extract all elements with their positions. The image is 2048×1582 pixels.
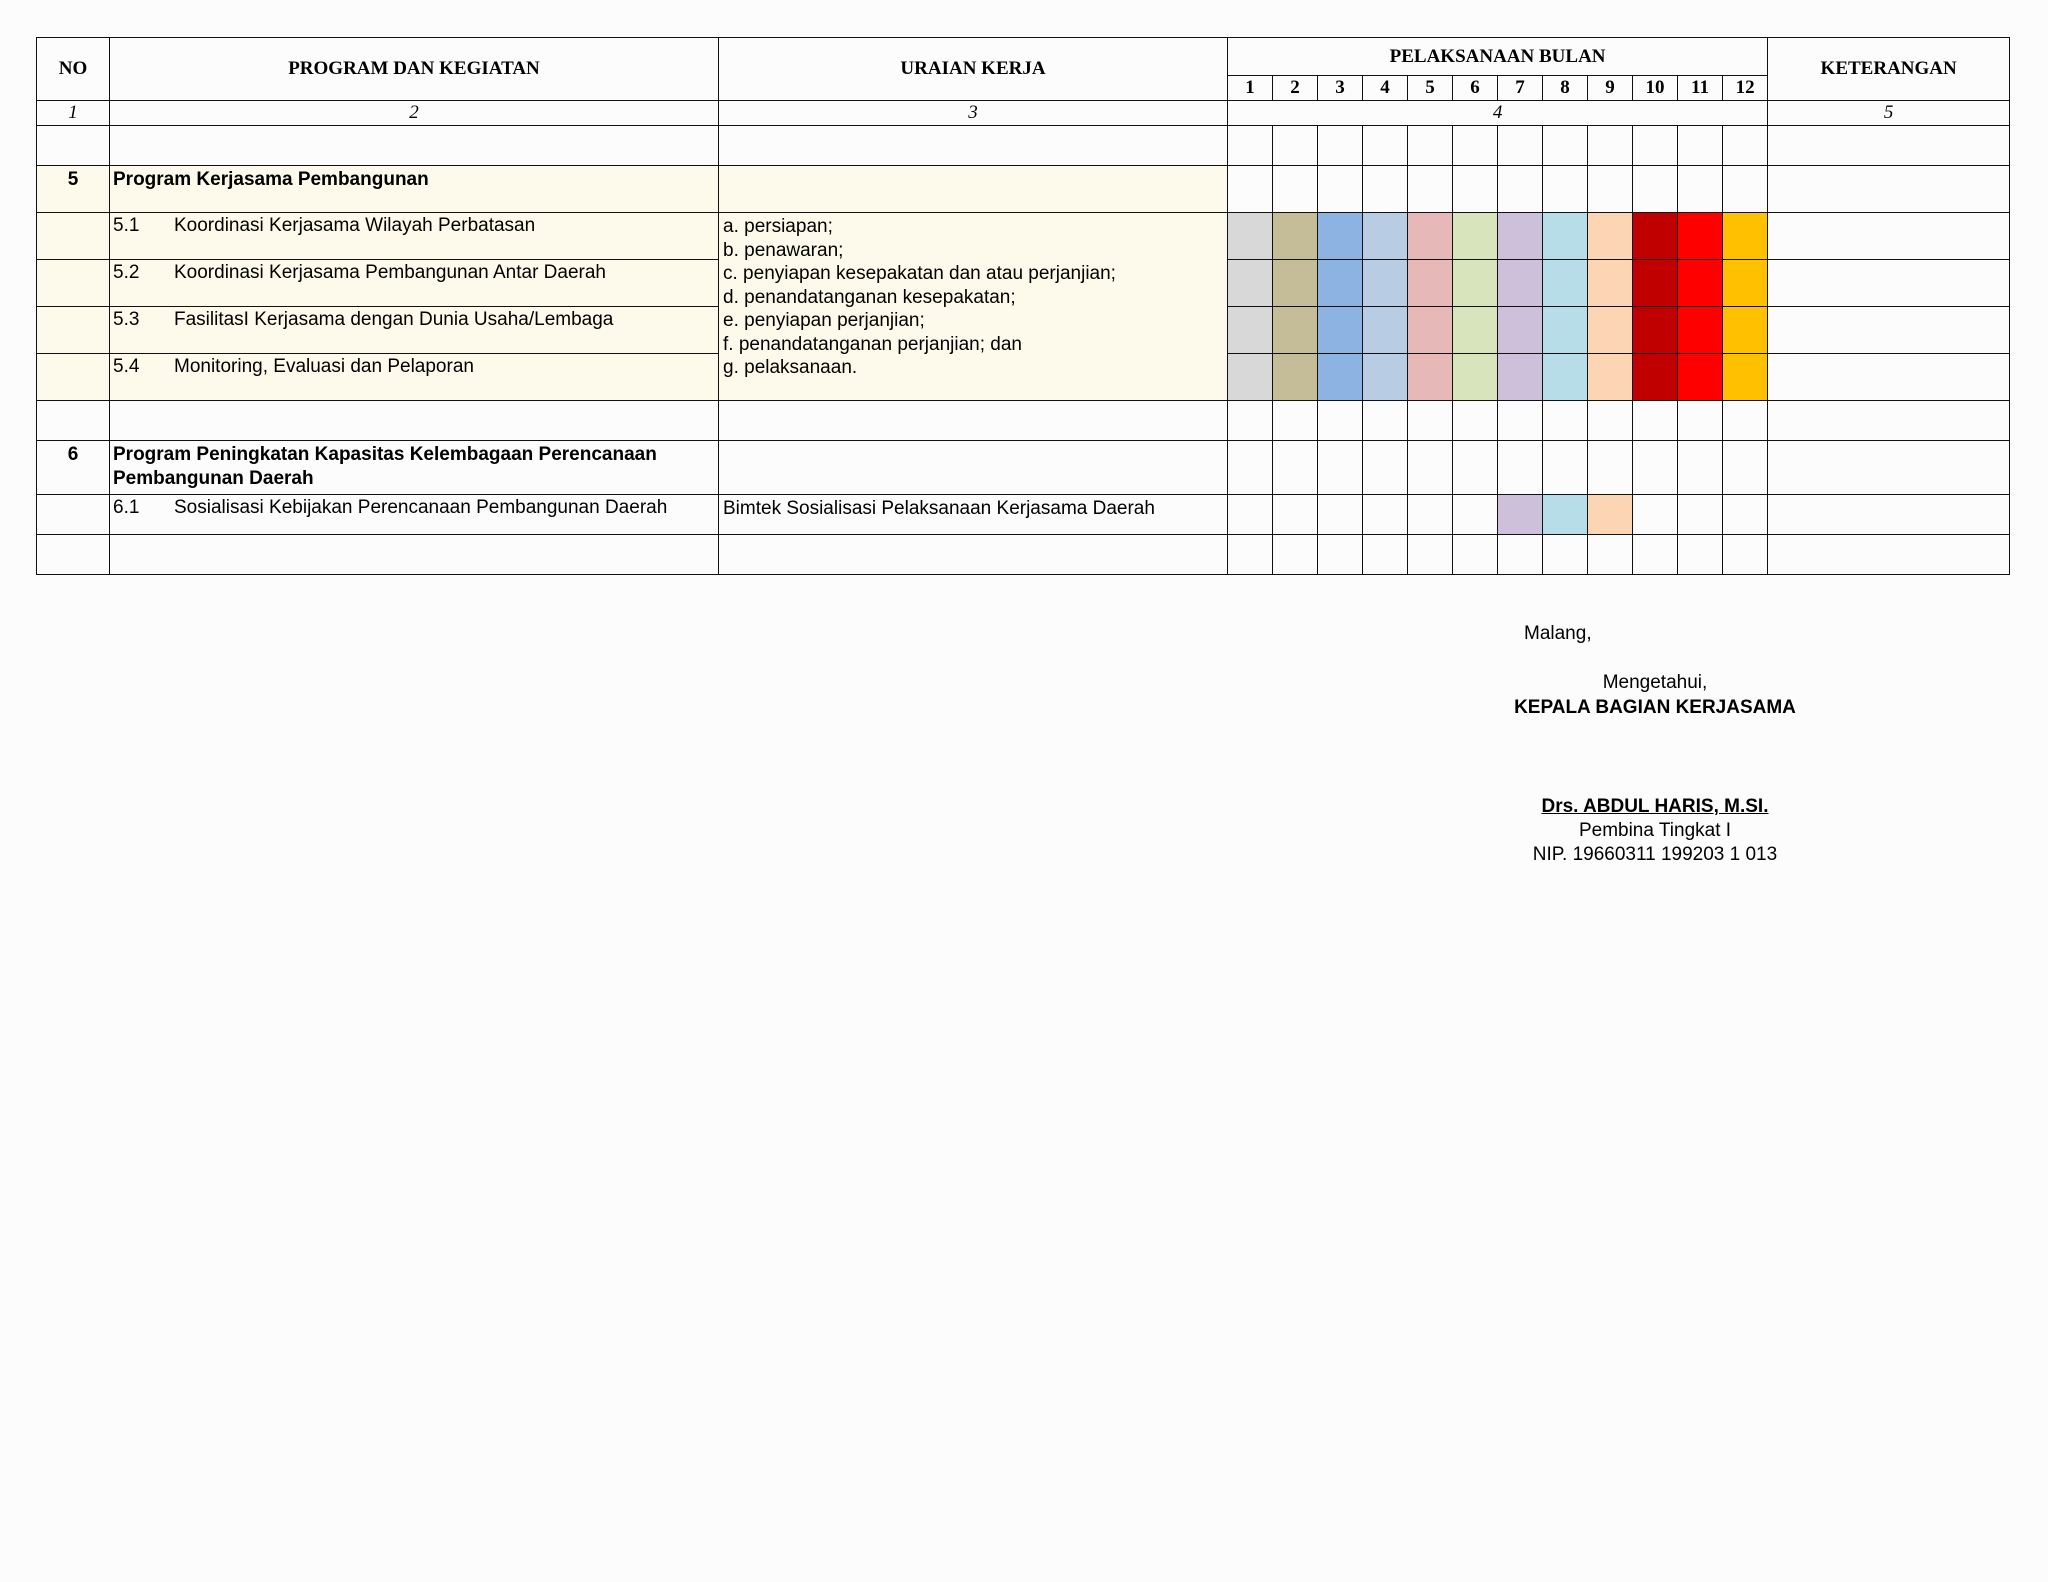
month-cell-6 xyxy=(1453,354,1498,401)
month-cell-1 xyxy=(1228,354,1273,401)
header-month-12: 12 xyxy=(1723,76,1768,101)
month-cell-2 xyxy=(1273,213,1318,260)
month-cell-1 xyxy=(1228,441,1273,495)
month-cell-5 xyxy=(1408,166,1453,213)
signature-name: Drs. ABDUL HARIS, M.SI. xyxy=(1541,796,1769,817)
month-cell-4 xyxy=(1363,354,1408,401)
month-cell-11 xyxy=(1678,260,1723,307)
month-cell-10 xyxy=(1633,401,1678,441)
program-cell xyxy=(110,401,719,441)
month-cell-6 xyxy=(1453,535,1498,575)
month-cell-9 xyxy=(1588,401,1633,441)
keterangan-cell xyxy=(1768,307,2010,354)
month-cell-4 xyxy=(1363,441,1408,495)
signature-position: KEPALA BAGIAN KERJASAMA xyxy=(1514,697,1796,718)
month-cell-11 xyxy=(1678,535,1723,575)
section-6-title-line-1: Program Peningkatan Kapasitas Kelembagaan Perencanaan xyxy=(113,444,657,465)
month-cell-1 xyxy=(1228,307,1273,354)
month-cell-8 xyxy=(1543,401,1588,441)
uraian-line: g. pelaksanaan. xyxy=(723,357,858,378)
month-cell-3 xyxy=(1318,260,1363,307)
no-cell xyxy=(37,126,110,166)
activity-number: 5.4 xyxy=(113,356,140,377)
uraian-cell xyxy=(719,401,1228,441)
month-cell-8 xyxy=(1543,307,1588,354)
month-cell-1 xyxy=(1228,213,1273,260)
month-cell-6 xyxy=(1453,495,1498,535)
index-col-5: 5 xyxy=(1768,101,2010,126)
activity-number: 5.2 xyxy=(113,262,140,283)
month-cell-8 xyxy=(1543,535,1588,575)
signature-mengetahui: Mengetahui, xyxy=(1602,672,1708,693)
month-cell-5 xyxy=(1408,441,1453,495)
section-6-title xyxy=(110,441,719,495)
month-cell-10 xyxy=(1633,441,1678,495)
month-cell-9 xyxy=(1588,535,1633,575)
month-cell-4 xyxy=(1363,213,1408,260)
month-cell-12 xyxy=(1723,495,1768,535)
header-keterangan: KETERANGAN xyxy=(1768,38,2010,101)
index-col-1: 1 xyxy=(37,101,110,126)
month-cell-3 xyxy=(1318,441,1363,495)
header-month-7: 7 xyxy=(1498,76,1543,101)
month-cell-8 xyxy=(1543,260,1588,307)
keterangan-cell xyxy=(1768,126,2010,166)
uraian-line: f. penandatanganan perjanjian; dan xyxy=(723,333,1022,355)
month-cell-7 xyxy=(1498,535,1543,575)
activity-number: 5.1 xyxy=(113,215,140,236)
month-cell-11 xyxy=(1678,126,1723,166)
month-cell-10 xyxy=(1633,307,1678,354)
header-month-5: 5 xyxy=(1408,76,1453,101)
no-cell xyxy=(37,307,110,354)
uraian-line: a. persiapan; xyxy=(723,216,833,237)
month-cell-2 xyxy=(1273,535,1318,575)
month-cell-12 xyxy=(1723,166,1768,213)
month-cell-1 xyxy=(1228,260,1273,307)
month-cell-3 xyxy=(1318,535,1363,575)
uraian-line: c. penyiapan kesepakatan dan atau perjanjian; xyxy=(723,263,1116,284)
keterangan-cell xyxy=(1768,213,2010,260)
month-cell-10 xyxy=(1633,260,1678,307)
month-cell-1 xyxy=(1228,535,1273,575)
month-cell-2 xyxy=(1273,354,1318,401)
header-month-11: 11 xyxy=(1678,76,1723,101)
month-cell-3 xyxy=(1318,213,1363,260)
month-cell-11 xyxy=(1678,495,1723,535)
header-uraian: URAIAN KERJA xyxy=(719,38,1228,101)
keterangan-cell xyxy=(1768,441,2010,495)
month-cell-7 xyxy=(1498,354,1543,401)
month-cell-5 xyxy=(1408,260,1453,307)
month-cell-5 xyxy=(1408,535,1453,575)
month-cell-8 xyxy=(1543,213,1588,260)
uraian-line: e. penyiapan perjanjian; xyxy=(723,310,925,331)
month-cell-8 xyxy=(1543,166,1588,213)
month-cell-9 xyxy=(1588,213,1633,260)
index-col-3: 3 xyxy=(719,101,1228,126)
no-cell xyxy=(37,354,110,401)
month-cell-5 xyxy=(1408,307,1453,354)
month-cell-6 xyxy=(1453,213,1498,260)
month-cell-3 xyxy=(1318,166,1363,213)
month-cell-9 xyxy=(1588,126,1633,166)
month-cell-1 xyxy=(1228,166,1273,213)
month-cell-8 xyxy=(1543,354,1588,401)
header-month-10: 10 xyxy=(1633,76,1678,101)
header-month-6: 6 xyxy=(1453,76,1498,101)
month-cell-2 xyxy=(1273,260,1318,307)
month-cell-10 xyxy=(1633,535,1678,575)
month-cell-11 xyxy=(1678,441,1723,495)
month-cell-1 xyxy=(1228,495,1273,535)
activity-5-1 xyxy=(110,213,719,260)
signature-rank: Pembina Tingkat I xyxy=(1578,820,1732,841)
keterangan-cell xyxy=(1768,495,2010,535)
activity-5-4 xyxy=(110,354,719,401)
month-cell-7 xyxy=(1498,126,1543,166)
no-cell xyxy=(37,495,110,535)
month-cell-4 xyxy=(1363,260,1408,307)
month-cell-10 xyxy=(1633,213,1678,260)
keterangan-cell xyxy=(1768,166,2010,213)
index-col-4: 4 xyxy=(1228,101,1768,126)
uraian-cell xyxy=(719,166,1228,213)
month-cell-2 xyxy=(1273,166,1318,213)
keterangan-cell xyxy=(1768,401,2010,441)
month-cell-1 xyxy=(1228,401,1273,441)
month-cell-9 xyxy=(1588,260,1633,307)
month-cell-7 xyxy=(1498,495,1543,535)
month-cell-4 xyxy=(1363,166,1408,213)
month-cell-11 xyxy=(1678,213,1723,260)
month-cell-4 xyxy=(1363,126,1408,166)
activity-5-3 xyxy=(110,307,719,354)
section-5-no: 5 xyxy=(37,166,110,213)
work-plan-table xyxy=(36,37,2010,575)
month-cell-2 xyxy=(1273,126,1318,166)
no-cell xyxy=(37,535,110,575)
month-cell-7 xyxy=(1498,166,1543,213)
month-cell-9 xyxy=(1588,166,1633,213)
month-cell-12 xyxy=(1723,354,1768,401)
month-cell-12 xyxy=(1723,535,1768,575)
month-cell-3 xyxy=(1318,401,1363,441)
month-cell-9 xyxy=(1588,354,1633,401)
month-cell-3 xyxy=(1318,354,1363,401)
month-cell-4 xyxy=(1363,535,1408,575)
uraian-line: b. penawaran; xyxy=(723,239,844,261)
uraian-line: d. penandatanganan kesepakatan; xyxy=(723,286,1016,308)
month-cell-11 xyxy=(1678,354,1723,401)
keterangan-cell xyxy=(1768,260,2010,307)
header-pelaksanaan-bulan: PELAKSANAAN BULAN xyxy=(1228,38,1768,76)
uraian-cell xyxy=(719,535,1228,575)
month-cell-2 xyxy=(1273,307,1318,354)
header-month-4: 4 xyxy=(1363,76,1408,101)
month-cell-2 xyxy=(1273,495,1318,535)
section-6-title-line-2: Pembangunan Daerah xyxy=(113,468,314,489)
month-cell-9 xyxy=(1588,441,1633,495)
month-cell-7 xyxy=(1498,307,1543,354)
month-cell-12 xyxy=(1723,307,1768,354)
month-cell-2 xyxy=(1273,401,1318,441)
month-cell-5 xyxy=(1408,401,1453,441)
no-cell xyxy=(37,401,110,441)
signature-place: Malang, xyxy=(1524,623,1592,644)
no-cell xyxy=(37,213,110,260)
program-cell xyxy=(110,126,719,166)
month-cell-11 xyxy=(1678,307,1723,354)
month-cell-3 xyxy=(1318,126,1363,166)
header-month-8: 8 xyxy=(1543,76,1588,101)
activity-label: Monitoring, Evaluasi dan Pelaporan xyxy=(174,356,474,377)
activity-label: Koordinasi Kerjasama Wilayah Perbatasan xyxy=(174,215,536,236)
month-cell-4 xyxy=(1363,401,1408,441)
month-cell-7 xyxy=(1498,213,1543,260)
activity-number: 6.1 xyxy=(113,497,140,518)
month-cell-12 xyxy=(1723,126,1768,166)
month-cell-6 xyxy=(1453,401,1498,441)
month-cell-4 xyxy=(1363,307,1408,354)
keterangan-cell xyxy=(1768,535,2010,575)
index-col-2: 2 xyxy=(110,101,719,126)
activity-6-1 xyxy=(110,495,719,535)
keterangan-cell xyxy=(1768,354,2010,401)
month-cell-7 xyxy=(1498,441,1543,495)
month-cell-5 xyxy=(1408,354,1453,401)
uraian-cell xyxy=(719,441,1228,495)
month-cell-9 xyxy=(1588,307,1633,354)
activity-label: Sosialisasi Kebijakan Perencanaan Pembangunan Daerah xyxy=(174,497,668,518)
activity-label: Koordinasi Kerjasama Pembangunan Antar Daerah xyxy=(174,262,606,283)
activity-number: 5.3 xyxy=(113,309,140,330)
section-5-title: Program Kerjasama Pembangunan xyxy=(110,166,719,213)
month-cell-7 xyxy=(1498,260,1543,307)
program-cell xyxy=(110,535,719,575)
month-cell-6 xyxy=(1453,166,1498,213)
month-cell-4 xyxy=(1363,495,1408,535)
month-cell-11 xyxy=(1678,166,1723,213)
month-cell-5 xyxy=(1408,126,1453,166)
month-cell-10 xyxy=(1633,166,1678,213)
month-cell-5 xyxy=(1408,495,1453,535)
month-cell-6 xyxy=(1453,260,1498,307)
month-cell-10 xyxy=(1633,495,1678,535)
header-no: NO xyxy=(37,38,110,101)
uraian-cell: Bimtek Sosialisasi Pelaksanaan Kerjasama Daerah xyxy=(719,495,1228,535)
month-cell-6 xyxy=(1453,307,1498,354)
month-cell-5 xyxy=(1408,213,1453,260)
uraian-cell xyxy=(719,126,1228,166)
month-cell-8 xyxy=(1543,126,1588,166)
header-month-3: 3 xyxy=(1318,76,1363,101)
month-cell-10 xyxy=(1633,126,1678,166)
no-cell xyxy=(37,260,110,307)
month-cell-9 xyxy=(1588,495,1633,535)
month-cell-1 xyxy=(1228,126,1273,166)
month-cell-3 xyxy=(1318,307,1363,354)
month-cell-8 xyxy=(1543,441,1588,495)
header-program: PROGRAM DAN KEGIATAN xyxy=(110,38,719,101)
header-month-9: 9 xyxy=(1588,76,1633,101)
activity-5-2 xyxy=(110,260,719,307)
month-cell-12 xyxy=(1723,401,1768,441)
signature-nip: NIP. 19660311 199203 1 013 xyxy=(1532,844,1778,865)
month-cell-7 xyxy=(1498,401,1543,441)
section-6-no: 6 xyxy=(37,441,110,495)
month-cell-2 xyxy=(1273,441,1318,495)
header-month-2: 2 xyxy=(1273,76,1318,101)
month-cell-8 xyxy=(1543,495,1588,535)
month-cell-6 xyxy=(1453,126,1498,166)
uraian-kerja-list xyxy=(719,213,1228,401)
month-cell-12 xyxy=(1723,260,1768,307)
month-cell-11 xyxy=(1678,401,1723,441)
month-cell-6 xyxy=(1453,441,1498,495)
activity-label: FasilitasI Kerjasama dengan Dunia Usaha/Lembaga xyxy=(174,309,614,330)
month-cell-12 xyxy=(1723,441,1768,495)
month-cell-10 xyxy=(1633,354,1678,401)
month-cell-3 xyxy=(1318,495,1363,535)
header-month-1: 1 xyxy=(1228,76,1273,101)
month-cell-12 xyxy=(1723,213,1768,260)
